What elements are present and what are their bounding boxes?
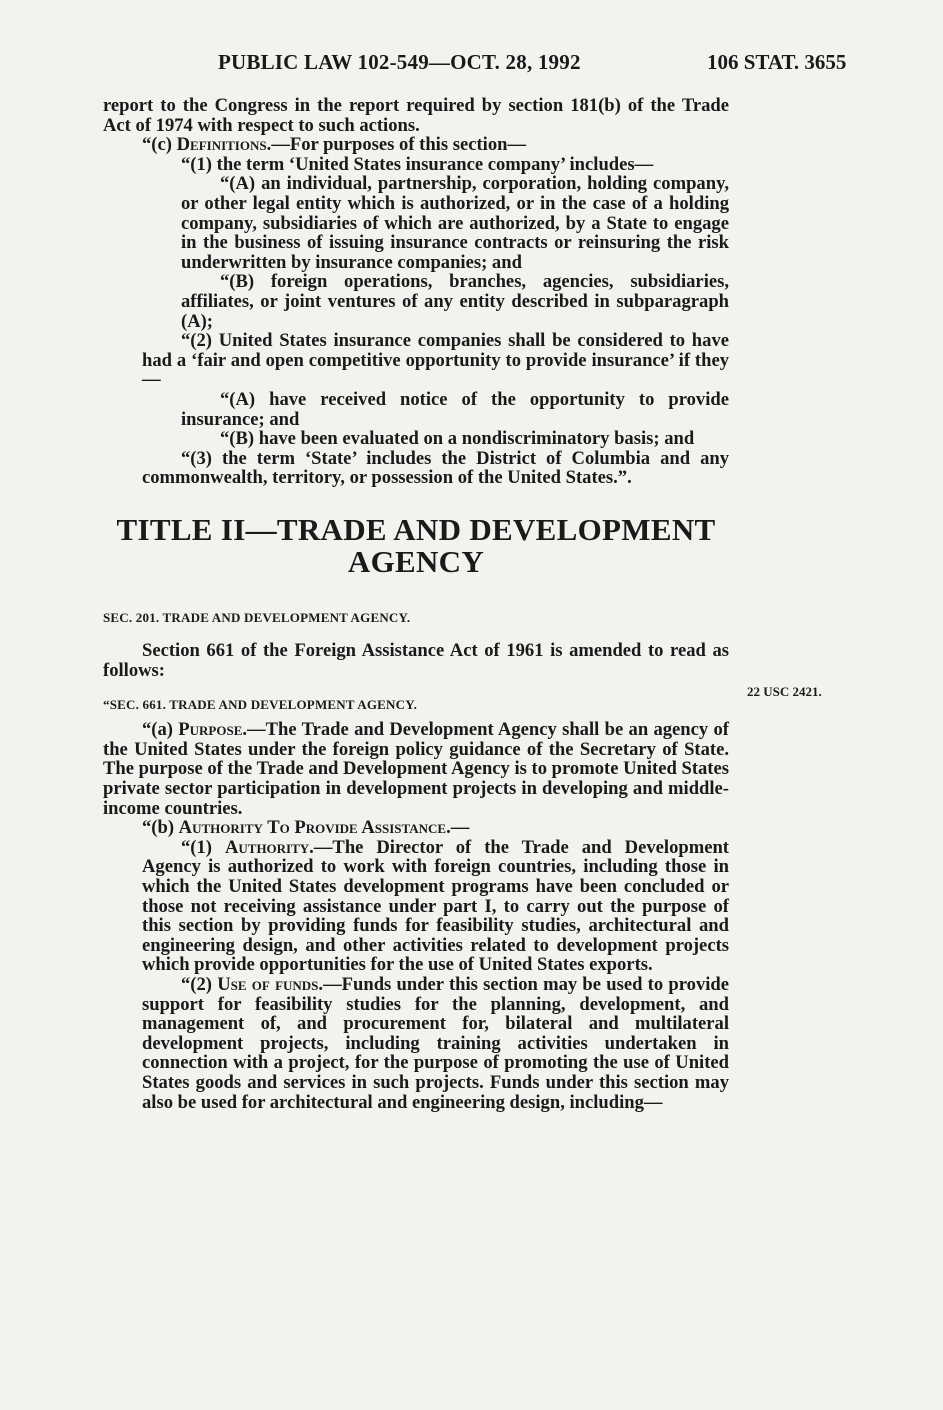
authority-paragraph: “(1) Authority.—The Director of the Trade and Development Agency is authorized to work with foreign countries, including those in which the United States development programs have been concluded or those not receiving assistance under part I, to carry out the purpose of this section by providing funds for feasibility studies, architectural and engineering design, and other activities related to development projects which provide opportunities for the use of United States exports. bbox=[142, 836, 729, 976]
definition-1: “(1) the term ‘United States insurance company’ includes— bbox=[181, 153, 654, 175]
title-heading: TITLE II—TRADE AND DEVELOPMENT AGENCY bbox=[116, 511, 716, 579]
definition-3: “(3) the term ‘State’ includes the District of Columbia and any commonwealth, territory, or possession of the United States.”. bbox=[142, 447, 729, 489]
definition-2b: “(B) have been evaluated on a nondiscriminatory basis; and bbox=[220, 428, 695, 450]
definitions-subsection: “(c) Definitions.—For purposes of this section— bbox=[142, 134, 527, 156]
purpose-subsection: “(a) Purpose.—The Trade and Development Agency shall be an agency of the United States under the foreign policy guidance of the Secretary of State. The purpose of the Trade and Development Agency is to promote United States private sector participation in development projects in developing and middle-income countries. bbox=[103, 719, 729, 819]
section-661-heading: “SEC. 661. TRADE AND DEVELOPMENT AGENCY. bbox=[103, 696, 418, 712]
authority-subsection: “(b) Authority To Provide Assistance.— bbox=[142, 817, 470, 839]
definition-2a: “(A) have received notice of the opportunity to provide insurance; and bbox=[181, 388, 729, 430]
usc-margin-note: 22 USC 2421. bbox=[747, 684, 822, 699]
definition-1b: “(B) foreign operations, branches, agencies, subsidiaries, affiliates, or joint ventures of any entity described in subparagraph (A); bbox=[181, 271, 729, 332]
use-of-funds-paragraph: “(2) Use of funds.—Funds under this section may be used to provide support for feasibility studies for the planning, development, and management of, and procurement for, bilateral and multilateral development projects, including training activities undertaken in connection with a project, for the purpose of promoting the use of United States goods and services in such projects. Funds under this section may also be used for architectural and engineering design, including— bbox=[142, 973, 729, 1113]
body-text bbox=[103, 96, 729, 1112]
section-201-text: Section 661 of the Foreign Assistance Act of 1961 is amended to read as follows: bbox=[103, 640, 729, 682]
running-title: PUBLIC LAW 102-549—OCT. 28, 1992 bbox=[218, 50, 581, 74]
section-201-heading: SEC. 201. TRADE AND DEVELOPMENT AGENCY. bbox=[103, 609, 411, 625]
page-header bbox=[0, 50, 943, 80]
stat-page-number: 106 STAT. 3655 bbox=[707, 50, 847, 74]
definition-2: “(2) United States insurance companies shall be considered to have had a ‘fair and open competitive opportunity to provide insurance’ if they— bbox=[142, 330, 729, 391]
paragraph: report to the Congress in the report required by section 181(b) of the Trade Act of 1974 with respect to such actions. bbox=[103, 95, 729, 136]
definition-1a: “(A) an individual, partnership, corporation, holding company, or other legal entity which is authorized, or in the case of a holding company, subsidiaries of which are authorized, by a State to engage in the business of issuing insurance contracts or reinsuring the risk underwritten by insurance companies; and bbox=[181, 173, 729, 273]
